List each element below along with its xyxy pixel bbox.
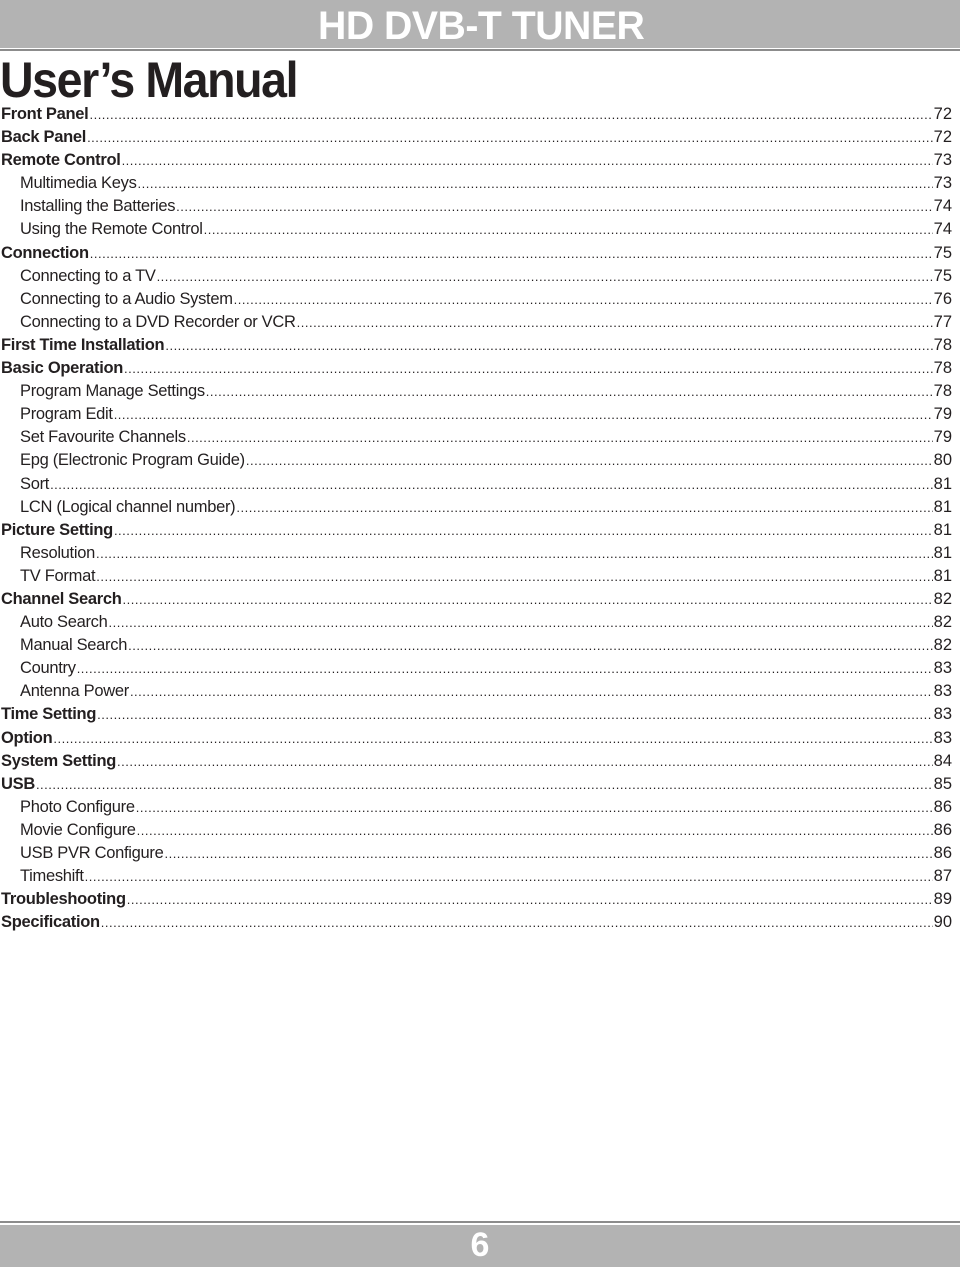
toc-entry-title: Program Manage Settings — [20, 382, 205, 401]
toc-section-entry[interactable] — [0, 242, 952, 265]
toc-dot-leader — [124, 357, 933, 380]
toc-entry-title: Basic Operation — [1, 359, 124, 378]
toc-entry-page: 81 — [933, 497, 952, 516]
toc-entry-title: Movie Configure — [20, 820, 136, 839]
toc-subsection-entry[interactable] — [0, 195, 952, 218]
toc-dot-leader — [85, 865, 933, 888]
toc-subsection-entry[interactable] — [0, 611, 952, 634]
toc-entry-title: Timeshift — [20, 867, 84, 886]
toc-entry-title: First Time Installation — [1, 335, 165, 354]
toc-entry-page: 87 — [933, 867, 952, 886]
toc-subsection-entry[interactable] — [0, 218, 952, 241]
toc-dot-leader — [96, 542, 933, 565]
toc-subsection-entry[interactable] — [0, 496, 952, 519]
page-number: 6 — [470, 1226, 490, 1264]
toc-entry-page: 84 — [933, 751, 952, 770]
toc-entry-title: LCN (Logical channel number) — [20, 497, 236, 516]
toc-entry-page: 82 — [933, 613, 952, 632]
toc-section-entry[interactable] — [0, 911, 952, 934]
toc-dot-leader — [138, 172, 933, 195]
toc-dot-leader — [87, 126, 933, 149]
toc-entry-title: Multimedia Keys — [20, 174, 137, 193]
toc-section-entry[interactable] — [0, 888, 952, 911]
manual-title: User’s Manual — [0, 52, 298, 108]
toc-section-entry[interactable] — [0, 357, 952, 380]
toc-section-entry[interactable] — [0, 103, 952, 126]
toc-dot-leader — [123, 588, 933, 611]
toc-subsection-entry[interactable] — [0, 796, 952, 819]
toc-dot-leader — [127, 888, 933, 911]
toc-subsection-entry[interactable] — [0, 842, 952, 865]
toc-dot-leader — [130, 680, 933, 703]
toc-subsection-entry[interactable] — [0, 634, 952, 657]
toc-entry-title: TV Format — [20, 566, 96, 585]
toc-entry-title: Picture Setting — [1, 520, 113, 539]
toc-dot-leader — [36, 773, 933, 796]
product-title: HD DVB-T TUNER — [318, 4, 645, 48]
toc-entry-title: Time Setting — [1, 705, 97, 724]
toc-entry-page: 77 — [933, 312, 952, 331]
toc-subsection-entry[interactable] — [0, 265, 952, 288]
toc-dot-leader — [114, 403, 933, 426]
toc-dot-leader — [117, 750, 933, 773]
toc-entry-page: 81 — [933, 543, 952, 562]
header-bar-rule — [0, 49, 960, 51]
toc-dot-leader — [157, 265, 933, 288]
toc-dot-leader — [297, 311, 933, 334]
toc-dot-leader — [109, 611, 933, 634]
toc-entry-page: 81 — [933, 520, 952, 539]
toc-section-entry[interactable] — [0, 334, 952, 357]
toc-entry-page: 78 — [933, 359, 952, 378]
toc-entry-page: 90 — [933, 913, 952, 932]
toc-entry-title: Photo Configure — [20, 797, 135, 816]
toc-subsection-entry[interactable] — [0, 819, 952, 842]
toc-section-entry[interactable] — [0, 149, 952, 172]
toc-dot-leader — [234, 288, 933, 311]
toc-entry-title: USB PVR Configure — [20, 844, 164, 862]
toc-dot-leader — [53, 727, 932, 750]
toc-entry-title: Option — [1, 728, 53, 747]
toc-section-entry[interactable] — [0, 588, 952, 611]
toc-subsection-entry[interactable] — [0, 426, 952, 449]
toc-entry-title: Manual Search — [20, 636, 128, 655]
toc-entry-page: 74 — [933, 220, 952, 239]
toc-subsection-entry[interactable] — [0, 288, 952, 311]
footer-bar-rule — [0, 1221, 960, 1223]
toc-dot-leader — [101, 911, 933, 934]
toc-section-entry[interactable] — [0, 703, 952, 726]
toc-entry-title: Troubleshooting — [1, 890, 126, 909]
toc-entry-title: Epg (Electronic Program Guide) — [20, 451, 245, 470]
toc-entry-title: Channel Search — [1, 589, 122, 608]
toc-dot-leader — [97, 703, 933, 726]
toc-entry-title: Back Panel — [1, 128, 87, 147]
toc-section-entry[interactable] — [0, 126, 952, 149]
toc-entry-page: 72 — [933, 105, 952, 123]
toc-entry-page: 89 — [933, 890, 952, 909]
toc-subsection-entry[interactable] — [0, 542, 952, 565]
toc-section-entry[interactable] — [0, 519, 952, 542]
table-of-contents — [0, 103, 952, 934]
toc-dot-leader — [90, 242, 933, 265]
toc-entry-page: 86 — [933, 844, 952, 862]
toc-entry-title: Front Panel — [1, 105, 89, 123]
toc-subsection-entry[interactable] — [0, 473, 952, 496]
toc-dot-leader — [114, 519, 933, 542]
toc-entry-title: Set Favourite Channels — [20, 428, 186, 447]
toc-subsection-entry[interactable] — [0, 565, 952, 588]
toc-dot-leader — [206, 380, 933, 403]
toc-entry-title: Connection — [1, 243, 89, 262]
toc-entry-title: Specification — [1, 913, 100, 932]
toc-entry-page: 73 — [933, 151, 952, 170]
toc-subsection-entry[interactable] — [0, 449, 952, 472]
toc-entry-page: 79 — [933, 428, 952, 447]
toc-entry-page: 81 — [933, 566, 952, 585]
toc-subsection-entry[interactable] — [0, 380, 952, 403]
toc-entry-title: Connecting to a DVD Recorder or VCR — [20, 312, 296, 331]
toc-dot-leader — [164, 842, 932, 865]
toc-entry-title: USB — [1, 774, 35, 793]
toc-dot-leader — [89, 103, 932, 126]
toc-dot-leader — [137, 819, 933, 842]
toc-entry-page: 83 — [933, 728, 952, 747]
toc-section-entry[interactable] — [0, 773, 952, 796]
toc-dot-leader — [236, 496, 932, 519]
toc-entry-page: 78 — [933, 335, 952, 354]
toc-subsection-entry[interactable] — [0, 865, 952, 888]
toc-entry-page: 78 — [933, 382, 952, 401]
toc-entry-title: Antenna Power — [20, 682, 129, 701]
toc-entry-title: Connecting to a TV — [20, 266, 156, 285]
toc-dot-leader — [128, 634, 933, 657]
toc-entry-title: Program Edit — [20, 405, 113, 424]
toc-entry-page: 82 — [933, 589, 952, 608]
toc-entry-title: Connecting to a Audio System — [20, 289, 233, 308]
toc-subsection-entry[interactable] — [0, 403, 952, 426]
toc-entry-page: 83 — [933, 682, 952, 701]
toc-subsection-entry[interactable] — [0, 680, 952, 703]
toc-dot-leader — [96, 565, 932, 588]
toc-entry-page: 75 — [933, 266, 952, 285]
toc-entry-page: 85 — [933, 774, 952, 793]
toc-entry-title: Installing the Batteries — [20, 197, 176, 216]
toc-entry-page: 86 — [933, 797, 952, 816]
toc-entry-page: 73 — [933, 174, 952, 193]
toc-entry-title: Sort — [20, 474, 50, 493]
toc-section-entry[interactable] — [0, 750, 952, 773]
toc-dot-leader — [77, 657, 933, 680]
toc-subsection-entry[interactable] — [0, 172, 952, 195]
toc-entry-title: Resolution — [20, 543, 95, 562]
toc-dot-leader — [176, 195, 932, 218]
toc-entry-title: Remote Control — [1, 151, 121, 170]
toc-entry-page: 86 — [933, 820, 952, 839]
toc-entry-page: 76 — [933, 289, 952, 308]
toc-dot-leader — [50, 473, 933, 496]
toc-entry-page: 81 — [933, 474, 952, 493]
toc-entry-title: Using the Remote Control — [20, 220, 203, 239]
toc-entry-page: 72 — [933, 128, 952, 147]
toc-entry-page: 75 — [933, 243, 952, 262]
toc-entry-page: 82 — [933, 636, 952, 655]
toc-dot-leader — [122, 149, 933, 172]
toc-entry-title: Auto Search — [20, 613, 108, 632]
toc-entry-page: 80 — [933, 451, 952, 470]
toc-section-entry[interactable] — [0, 727, 952, 750]
toc-dot-leader — [165, 334, 932, 357]
toc-entry-title: Country — [20, 659, 76, 678]
toc-dot-leader — [136, 796, 933, 819]
toc-entry-page: 83 — [933, 705, 952, 724]
toc-subsection-entry[interactable] — [0, 311, 952, 334]
toc-entry-title: System Setting — [1, 751, 116, 770]
toc-entry-page: 83 — [933, 659, 952, 678]
toc-dot-leader — [187, 426, 933, 449]
toc-entry-page: 74 — [933, 197, 952, 216]
toc-dot-leader — [204, 218, 933, 241]
toc-entry-page: 79 — [933, 405, 952, 424]
toc-dot-leader — [246, 449, 933, 472]
toc-subsection-entry[interactable] — [0, 657, 952, 680]
